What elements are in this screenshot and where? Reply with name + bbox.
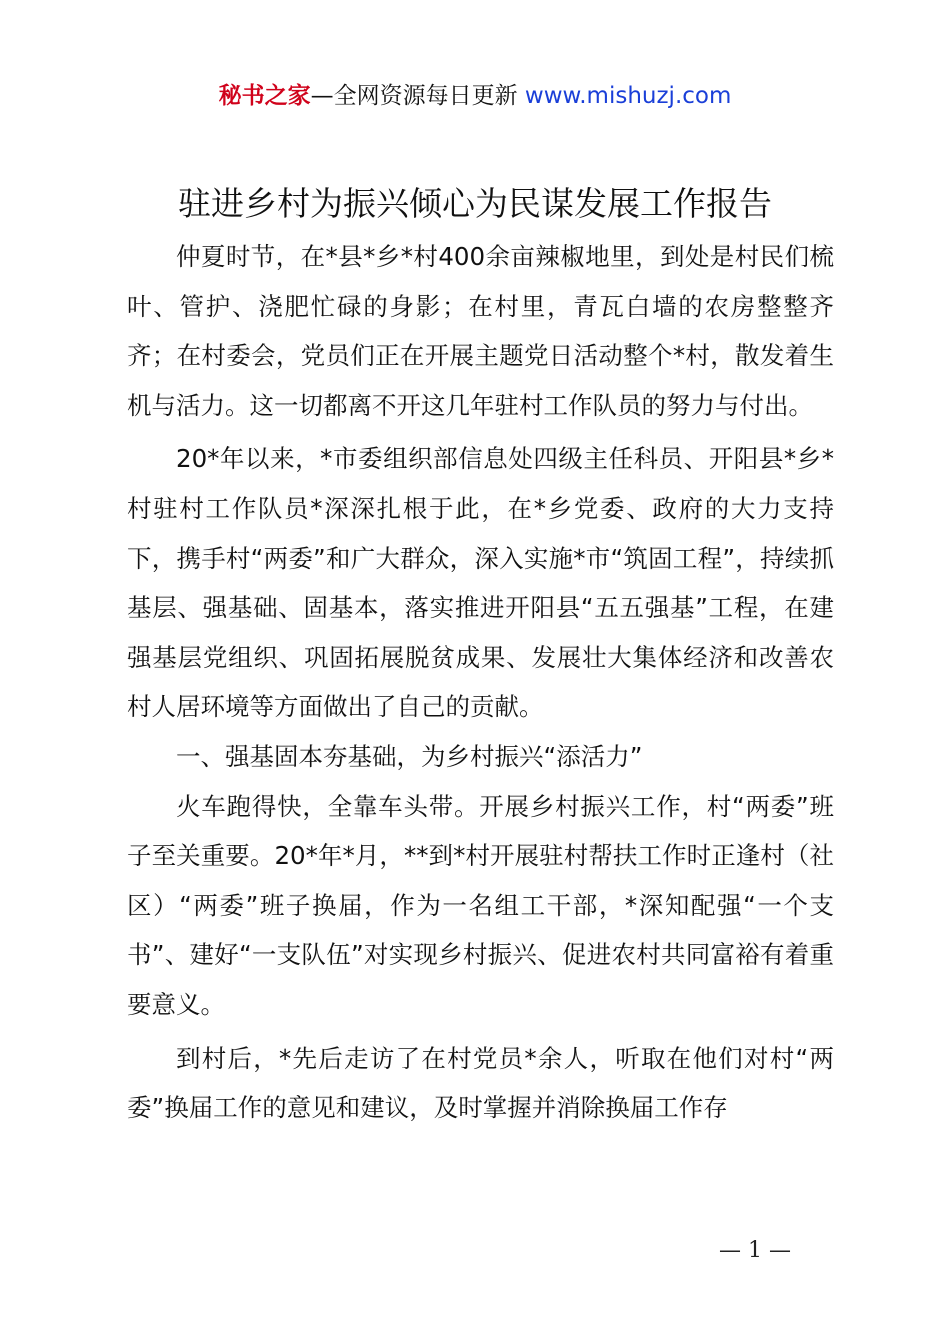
document-body — [127, 232, 834, 1133]
page-number: — 1 — — [719, 1238, 791, 1263]
paragraph: 火车跑得快，全靠车头带。开展乡村振兴工作，村“两委”班子至关重要。20*年*月，**到*村开展驻村帮扶工作时正逢村（社区）“两委”班子换届，作为一名组工干部，*深知配强“一个支书”、建好“一支队伍”对实现乡村振兴、促进农村共同富裕有着重要意义。 — [127, 791, 834, 1019]
site-slogan: —全网资源每日更新 — [310, 83, 518, 109]
paragraph: 仲夏时节，在*县*乡*村400余亩辣椒地里，到处是村民们梳叶、管护、浇肥忙碌的身影；在村里，青瓦白墙的农房整整齐齐；在村委会，党员们正在开展主题党日活动整个*村，散发着生机与活力。这一切都离不开这几年驻村工作队员的努力与付出。 — [127, 242, 834, 420]
site-url-link[interactable]: www.mishuzj.com — [524, 83, 732, 109]
paragraph: 20*年以来，*市委组织部信息处四级主任科员、开阳县*乡*村驻村工作队员*深深扎根于此，在*乡党委、政府的大力支持下，携手村“两委”和广大群众，深入实施*市“筑固工程”，持续抓基层、强基础、固基本，落实推进开阳县“五五强基”工程，在建强基层党组织、巩固拓展脱贫成果、发展壮大集体经济和改善农村人居环境等方面做出了自己的贡献。 — [127, 444, 834, 722]
site-banner — [0, 80, 950, 112]
paragraph: 到村后，*先后走访了在村党员*余人，听取在他们对村“两委”换届工作的意见和建议，及时掌握并消除换届工作存 — [127, 1043, 834, 1123]
section-heading: 一、强基固本夯基础，为乡村振兴“添活力” — [176, 741, 643, 771]
document-title: 驻进乡村为振兴倾心为民谋发展工作报告 — [178, 184, 772, 223]
site-brand: 秘书之家 — [218, 83, 311, 109]
